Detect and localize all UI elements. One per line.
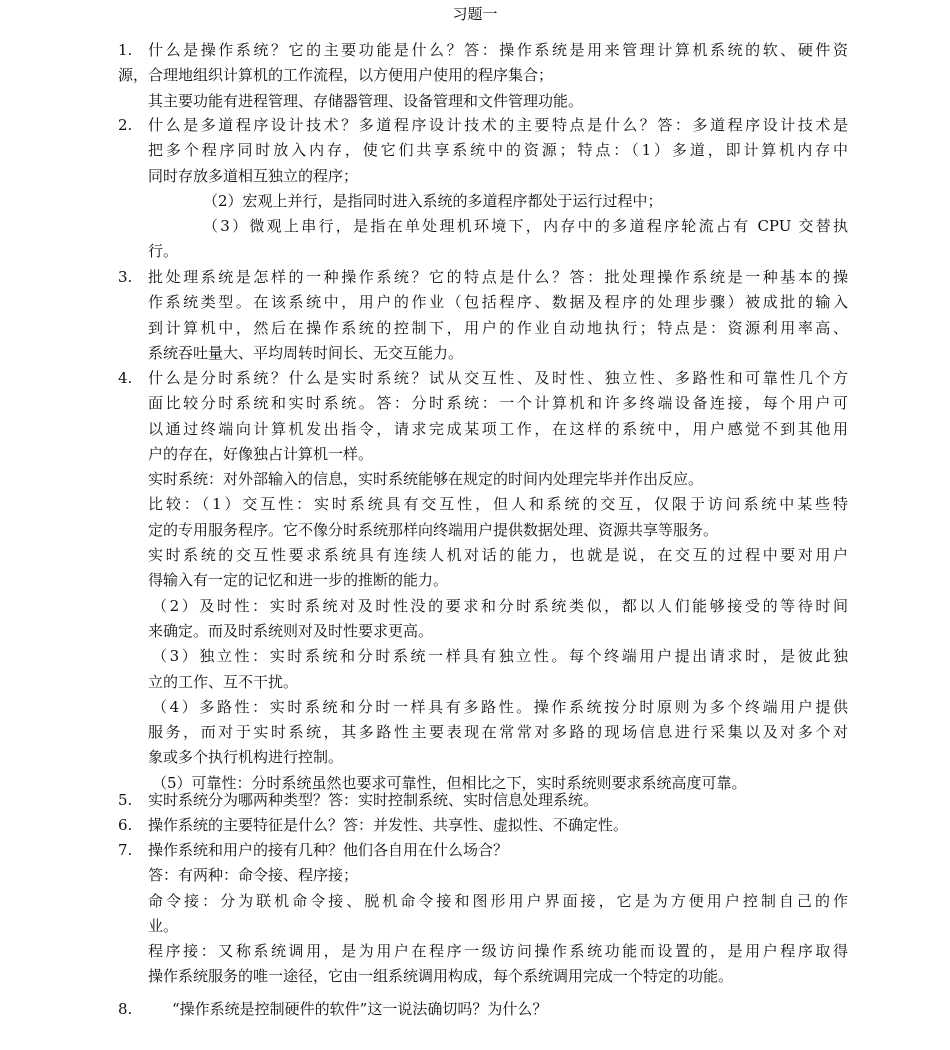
text-line: 实时系统分为哪两种类型？答：实时控制系统、实时信息处理系统。 bbox=[148, 791, 599, 809]
question-8 bbox=[118, 997, 848, 1022]
text-line: 业。 bbox=[148, 916, 179, 935]
question-5 bbox=[118, 788, 848, 813]
text-line: 什么是分时系统？什么是实时系统？试从交互性、及时性、独立性、多路性和可靠性几个方 bbox=[148, 369, 848, 387]
question-1 bbox=[118, 38, 848, 114]
text-line: 作系统类型。在该系统中，用户的作业（包括程序、数据及程序的处理步骤）被成批的输入 bbox=[148, 293, 848, 312]
text-line: 象或多个执行机构进行控制。 bbox=[148, 748, 344, 767]
text-line: 把多个程序同时放入内存，使它们共享系统中的资源；特点：（1）多道，即计算机内存中 bbox=[148, 141, 848, 160]
text-line: 答：有两种：命令接、程序接； bbox=[148, 866, 359, 885]
question-number: 1. bbox=[118, 41, 133, 59]
question-number: 8. bbox=[118, 1000, 133, 1018]
text-line: 行。 bbox=[148, 242, 179, 261]
text-line: 什么是操作系统？它的主要功能是什么？答：操作系统是用来管理计算机系统的软、硬件资 bbox=[148, 41, 848, 59]
text-line: （2）及时性：实时系统对及时性没的要求和分时系统类似，都以人们能够接受的等待时间 bbox=[152, 596, 848, 615]
text-line: （3）微观上串行，是指在单处理机环境下，内存中的多道程序轮流占有 CPU 交替执 bbox=[203, 217, 848, 236]
text-line: 比较：（1）交互性：实时系统具有交互性，但人和系统的交互，仅限于访问系统中某些特 bbox=[148, 495, 848, 514]
text-line: （3）独立性：实时系统和分时系统一样具有独立性。每个终端用户提出请求时，是彼此独 bbox=[152, 647, 848, 666]
question-number: 2. bbox=[118, 116, 133, 134]
text-line: 实时系统的交互性要求系统具有连续人机对话的能力，也就是说，在交互的过程中要对用户 bbox=[148, 546, 848, 565]
text-line: 批处理系统是怎样的一种操作系统？它的特点是什么？答：批处理操作系统是一种基本的操 bbox=[148, 268, 848, 286]
text-line: 操作系统服务的唯一途径，它由一组系统调用构成，每个系统调用完成一个特定的功能。 bbox=[148, 967, 734, 986]
question-3 bbox=[118, 265, 848, 366]
question-number: 4. bbox=[118, 369, 133, 387]
text-line: 系统吞吐量大、平均周转时间长、无交互能力。 bbox=[148, 343, 464, 362]
question-7 bbox=[118, 838, 848, 990]
question-number: 6. bbox=[118, 816, 133, 834]
text-line: （4）多路性：实时系统和分时一样具有多路性。操作系统按分时原则为多个终端用户提供 bbox=[152, 697, 848, 716]
question-4 bbox=[118, 366, 848, 796]
text-line: 程序接：又称系统调用，是为用户在程序一级访问操作系统功能而设置的，是用户程序取得 bbox=[148, 942, 848, 961]
question-number: 5. bbox=[118, 791, 133, 809]
question-number: 3. bbox=[118, 268, 133, 286]
question-6 bbox=[118, 813, 848, 838]
document-title: 习题一 bbox=[452, 5, 498, 23]
text-line: 操作系统的主要特征是什么？答：并发性、共享性、虚拟性、不确定性。 bbox=[148, 816, 629, 834]
text-line: “操作系统是控制硬件的软件”这一说法确切吗？为什么？ bbox=[172, 1000, 548, 1018]
text-line: 源，合理地组织计算机的工作流程，以方便用户使用的程序集合； bbox=[118, 66, 554, 85]
text-line: 其主要功能有进程管理、存储器管理、设备管理和文件管理功能。 bbox=[148, 91, 584, 110]
text-line: 命令接：分为联机命令接、脱机命令接和图形用户界面接，它是为方便用户控制自己的作 bbox=[148, 891, 848, 910]
text-line: 实时系统：对外部输入的信息，实时系统能够在规定的时间内处理完毕并作出反应。 bbox=[148, 470, 704, 489]
text-line: 得输入有一定的记忆和进一步的推断的能力。 bbox=[148, 571, 449, 590]
text-line: 以通过终端向计算机发出指令，请求完成某项工作，在这样的系统中，用户感觉不到其他用 bbox=[148, 419, 848, 438]
text-line: 到计算机中，然后在操作系统的控制下，用户的作业自动地执行；特点是：资源利用率高、 bbox=[148, 318, 848, 337]
question-number: 7. bbox=[118, 841, 133, 859]
question-2 bbox=[118, 113, 848, 265]
text-line: 立的工作、互不干扰。 bbox=[148, 672, 299, 691]
text-line: 定的专用服务程序。它不像分时系统那样向终端用户提供数据处理、资源共享等服务。 bbox=[148, 520, 719, 539]
text-line: 操作系统和用户的接有几种？他们各自用在什么场合？ bbox=[148, 841, 509, 859]
text-line: 面比较分时系统和实时系统。答：分时系统：一个计算机和许多终端设备连接，每个用户可 bbox=[148, 394, 848, 413]
text-line: （5）可靠性：分时系统虽然也要求可靠性，但相比之下，实时系统则要求系统高度可靠。 bbox=[152, 773, 747, 792]
text-line: 户的存在，好像独占计算机一样。 bbox=[148, 444, 374, 463]
text-line: 服务，而对于实时系统，其多路性主要表现在常常对多路的现场信息进行采集以及对多个对 bbox=[148, 723, 848, 742]
text-line: 同时存放多道相互独立的程序； bbox=[148, 166, 359, 185]
text-line: 来确定。而及时系统则对及时性要求更高。 bbox=[148, 621, 434, 640]
text-line: 什么是多道程序设计技术？多道程序设计技术的主要特点是什么？答：多道程序设计技术是 bbox=[148, 116, 848, 134]
text-line: （2）宏观上并行，是指同时进入系统的多道程序都处于运行过程中； bbox=[203, 191, 663, 210]
